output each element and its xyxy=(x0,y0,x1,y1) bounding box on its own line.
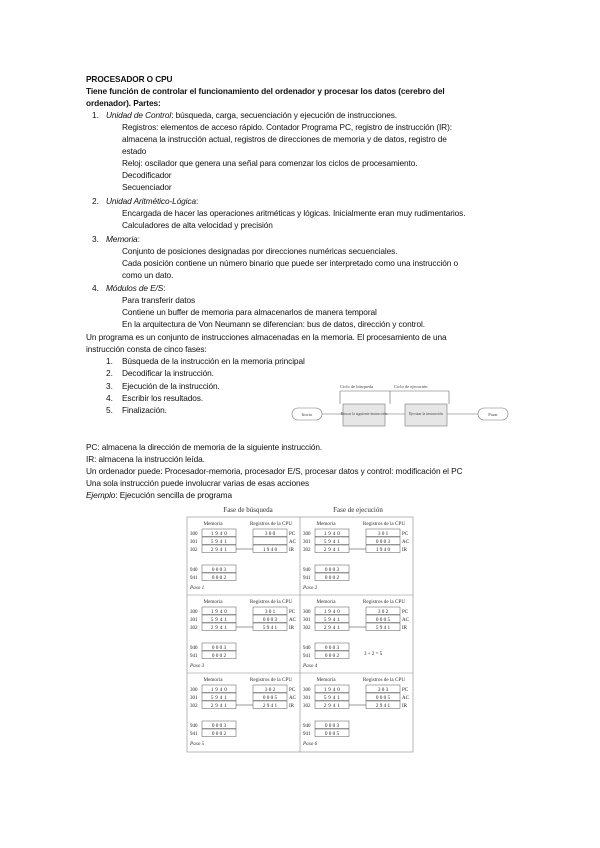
memory-value: 0 0 0 2 xyxy=(211,653,227,659)
cpu-registers-label: Registros de la CPU xyxy=(249,599,293,605)
list-number: 1. xyxy=(106,356,113,366)
register-value: 2 9 4 1 xyxy=(375,703,391,709)
memory-value: 0 0 0 3 xyxy=(211,645,227,651)
part-line: Conjunto de posiciones designadas por direcciones numéricas secuenciales. xyxy=(122,246,398,256)
memory-address: 941 xyxy=(303,732,311,737)
memory-label: Memoria xyxy=(316,599,336,605)
memory-value: 0 0 0 2 xyxy=(324,575,340,581)
register-name: IR xyxy=(402,548,407,553)
register-name: AC xyxy=(402,540,409,545)
memory-address: 300 xyxy=(303,688,311,693)
register-value: 5 9 4 1 xyxy=(262,625,278,631)
part-line: Para transferir datos xyxy=(122,295,196,305)
memory-address: 301 xyxy=(190,540,198,545)
list-number: 3. xyxy=(92,234,99,244)
memory-value: 0 0 0 2 xyxy=(211,731,227,737)
memory-address: 300 xyxy=(190,610,198,615)
memory-value: 5 9 4 1 xyxy=(210,695,228,701)
memory-value: 2 9 4 1 xyxy=(323,547,341,553)
phase-item: Decodificar la instrucción. xyxy=(122,368,214,378)
memory-value: 0 0 0 3 xyxy=(211,567,227,573)
cpu-registers-label: Registros de la CPU xyxy=(362,677,406,683)
phase-item: Finalización. xyxy=(122,405,167,415)
memory-address: 940 xyxy=(303,568,311,573)
register-value: 0 0 0 5 xyxy=(262,695,278,701)
memory-address: 941 xyxy=(303,576,311,581)
memory-address: 300 xyxy=(303,532,311,537)
example-text: : Ejecución sencilla de programa xyxy=(115,490,232,500)
part-line: Contiene un buffer de memoria para almacenarlos de manera temporal xyxy=(122,307,377,317)
register-name: PC xyxy=(289,532,296,537)
register-value: 3 0 3 xyxy=(377,687,389,693)
intro-line: ordenador). Partes: xyxy=(86,98,161,108)
memory-address: 301 xyxy=(303,618,311,623)
register-value: 3 0 1 xyxy=(377,531,389,537)
step-label: Paso 6 xyxy=(303,741,318,747)
part-suffix: : búsqueda, carga, secuenciación y ejecución de instrucciones. xyxy=(171,110,397,120)
memory-value: 0 0 0 3 xyxy=(324,645,340,651)
register-cell xyxy=(253,537,287,545)
list-number: 2. xyxy=(92,196,99,206)
register-name: PC xyxy=(289,688,296,693)
part-line: como un dato. xyxy=(122,270,174,280)
part-line: Cada posición contiene un número binario que puede ser interpretado como una instrucción o xyxy=(122,258,459,268)
memory-address: 302 xyxy=(190,548,198,553)
list-number: 5. xyxy=(106,405,113,415)
memory-address: 302 xyxy=(190,704,198,709)
list-number: 3. xyxy=(106,381,113,391)
part-heading xyxy=(106,109,397,121)
part-line: Calculadores de alta velocidad y precisión xyxy=(122,220,273,230)
start-box-label: Inicio xyxy=(301,412,313,417)
step-label: Paso 3 xyxy=(190,663,205,669)
memory-value: 0 0 0 3 xyxy=(211,723,227,729)
register-name: PC xyxy=(402,688,409,693)
part-line: almacena la instrucción actual, registros de direcciones de memoria y de datos, registro de xyxy=(122,134,447,144)
memory-label: Memoria xyxy=(203,521,223,527)
memory-value: 1 9 4 0 xyxy=(210,609,228,615)
intro-line: Tiene función de controlar el funcionamiento del ordenador y procesar los datos (cerebro del xyxy=(86,86,445,96)
register-value: 0 0 0 5 xyxy=(375,617,391,623)
memory-address: 941 xyxy=(190,732,198,737)
memory-label: Memoria xyxy=(203,599,223,605)
cpu-registers-label: Registros de la CPU xyxy=(249,677,293,683)
phase-item: Búsqueda de la instrucción en la memoria principal xyxy=(122,356,305,366)
memory-address: 301 xyxy=(190,618,198,623)
step-label: Paso 1 xyxy=(190,585,205,591)
register-name: AC xyxy=(402,696,409,701)
memory-address: 940 xyxy=(190,724,198,729)
part-line: Encargada de hacer las operaciones aritméticas y lógicas. Inicialmente eran muy rudimentarios. xyxy=(122,208,466,218)
memory-address: 940 xyxy=(303,646,311,651)
page-title: PROCESADOR O CPU xyxy=(86,74,173,84)
register-name: PC xyxy=(289,610,296,615)
memory-value: 5 9 4 1 xyxy=(323,617,341,623)
memory-value: 0 0 0 3 xyxy=(324,567,340,573)
part-line: Secuenciador xyxy=(122,182,172,192)
program-text: Un programa es un conjunto de instrucciones almacenadas en la memoria. El procesamiento de una xyxy=(86,332,447,342)
memory-address: 300 xyxy=(190,532,198,537)
step-label: Paso 2 xyxy=(303,585,318,591)
memory-value: 5 9 4 1 xyxy=(210,539,228,545)
note-line: Un ordenador puede: Procesador-memoria, procesador E/S, procesar datos y control: modificación el PC xyxy=(86,466,463,476)
register-value: 3 0 0 xyxy=(264,531,276,537)
memory-value: 1 9 4 0 xyxy=(210,687,228,693)
part-name: Memoria xyxy=(106,234,138,244)
register-name: AC xyxy=(289,540,296,545)
program-execution-figure xyxy=(186,503,414,753)
register-name: AC xyxy=(289,696,296,701)
list-number: 1. xyxy=(92,110,99,120)
register-value: 0 0 0 3 xyxy=(262,617,278,623)
step-label: Paso 5 xyxy=(190,741,205,747)
memory-address: 300 xyxy=(303,610,311,615)
memory-value: 1 9 4 0 xyxy=(323,687,341,693)
memory-label: Memoria xyxy=(316,677,336,683)
memory-address: 940 xyxy=(190,568,198,573)
fetch-phase-header: Fase de búsqueda xyxy=(223,506,273,514)
memory-value: 2 9 4 1 xyxy=(210,547,228,553)
memory-address: 301 xyxy=(303,696,311,701)
exec-cycle-label: Ciclo de ejecución xyxy=(394,384,428,389)
part-name: Unidad Aritmético-Lógica xyxy=(106,196,196,206)
memory-value: 0 0 0 3 xyxy=(324,723,340,729)
part-line: En la arquitectura de Von Neumann se diferencian: bus de datos, dirección y control. xyxy=(122,319,425,329)
part-heading xyxy=(106,195,198,207)
memory-address: 941 xyxy=(190,576,198,581)
memory-label: Memoria xyxy=(316,521,336,527)
instruction-cycle-diagram xyxy=(290,382,516,434)
register-name: IR xyxy=(289,626,294,631)
part-heading xyxy=(106,233,140,245)
phase-item: Ejecución de la instrucción. xyxy=(122,381,220,391)
list-number: 4. xyxy=(92,283,99,293)
memory-value: 1 9 4 0 xyxy=(323,531,341,537)
example-line xyxy=(86,489,232,501)
part-line: estado xyxy=(122,146,147,156)
memory-value: 5 9 4 1 xyxy=(210,617,228,623)
part-line: Reloj: oscilador que genera una señal para comenzar los ciclos de procesamiento. xyxy=(122,158,418,168)
register-value: 3 0 2 xyxy=(377,609,389,615)
register-name: IR xyxy=(289,704,294,709)
memory-value: 2 9 4 1 xyxy=(323,625,341,631)
memory-label: Memoria xyxy=(203,677,223,683)
memory-address: 940 xyxy=(303,724,311,729)
part-name: Módulos de E/S xyxy=(106,283,164,293)
addition-note: 3 + 2 = 5 xyxy=(364,652,383,657)
exec-phase-header: Fase de ejecución xyxy=(333,506,383,514)
memory-value: 5 9 4 1 xyxy=(323,539,341,545)
cpu-registers-label: Registros de la CPU xyxy=(362,599,406,605)
register-value: 3 0 1 xyxy=(264,609,276,615)
register-name: AC xyxy=(402,618,409,623)
register-value: 5 9 4 1 xyxy=(375,625,391,631)
stop-box-label: Parar xyxy=(488,412,498,417)
memory-value: 2 9 4 1 xyxy=(323,703,341,709)
exec-box-label: Ejecutar la instrucción xyxy=(408,412,444,416)
part-line: Registros: elementos de acceso rápido. Contador Programa PC, registro de instrucción (IR): xyxy=(122,122,452,132)
memory-value: 0 0 0 5 xyxy=(324,731,340,737)
memory-value: 2 9 4 1 xyxy=(210,703,228,709)
memory-address: 302 xyxy=(303,626,311,631)
memory-address: 301 xyxy=(190,696,198,701)
part-suffix: : xyxy=(163,283,166,293)
register-value: 0 0 0 5 xyxy=(375,695,391,701)
phase-item: Escribir los resultados. xyxy=(122,393,204,403)
part-name: Unidad de Control xyxy=(106,110,172,120)
memory-address: 302 xyxy=(190,626,198,631)
part-line: Decodificador xyxy=(122,170,172,180)
memory-value: 0 0 0 2 xyxy=(324,653,340,659)
fetch-box-label: Buscar la siguiente instrucción xyxy=(340,412,388,416)
memory-value: 0 0 0 2 xyxy=(211,575,227,581)
memory-address: 302 xyxy=(303,548,311,553)
memory-value: 2 9 4 1 xyxy=(210,625,228,631)
note-line: Una sola instrucción puede involucrar varias de esas acciones xyxy=(86,478,310,488)
memory-address: 941 xyxy=(303,654,311,659)
part-suffix: : xyxy=(195,196,199,206)
part-heading xyxy=(106,282,165,294)
memory-address: 941 xyxy=(190,654,198,659)
program-text: instrucción consta de cinco fases: xyxy=(86,344,207,354)
note-line: PC: almacena la dirección de memoria de la siguiente instrucción. xyxy=(86,442,323,452)
register-value: 3 0 2 xyxy=(264,687,276,693)
register-value: 2 9 4 1 xyxy=(262,703,278,709)
memory-address: 302 xyxy=(303,704,311,709)
register-name: IR xyxy=(289,548,294,553)
register-name: AC xyxy=(289,618,296,623)
memory-value: 1 9 4 0 xyxy=(323,609,341,615)
memory-value: 1 9 4 0 xyxy=(210,531,228,537)
memory-value: 5 9 4 1 xyxy=(323,695,341,701)
register-name: IR xyxy=(402,704,407,709)
cpu-registers-label: Registros de la CPU xyxy=(249,521,293,527)
fetch-cycle-label: Ciclo de búsqueda xyxy=(340,384,374,389)
step-label: Paso 4 xyxy=(303,663,318,669)
register-name: IR xyxy=(402,626,407,631)
register-name: PC xyxy=(402,532,409,537)
list-number: 4. xyxy=(106,393,113,403)
register-name: PC xyxy=(402,610,409,615)
part-suffix: : xyxy=(137,234,140,244)
list-number: 2. xyxy=(106,368,113,378)
cpu-registers-label: Registros de la CPU xyxy=(362,521,406,527)
memory-address: 940 xyxy=(190,646,198,651)
register-value: 1 9 4 0 xyxy=(375,547,391,553)
note-line: IR: almacena la instrucción leída. xyxy=(86,454,205,464)
memory-address: 301 xyxy=(303,540,311,545)
register-value: 0 0 0 3 xyxy=(375,539,391,545)
example-label: Ejemplo xyxy=(86,490,116,500)
memory-address: 300 xyxy=(190,688,198,693)
register-value: 1 9 4 0 xyxy=(262,547,278,553)
